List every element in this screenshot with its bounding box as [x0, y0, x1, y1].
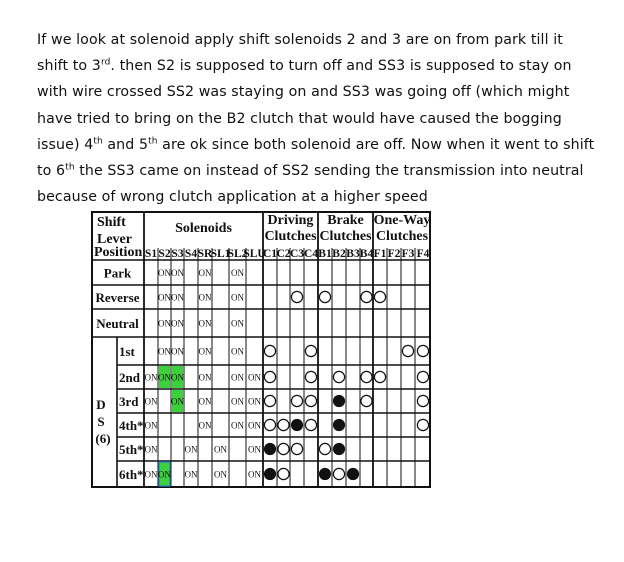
on-indicator: ON: [198, 318, 212, 329]
column-header-s2: S2: [158, 248, 171, 260]
paragraph-text-4: are ok since both solenoid are off. Now when it went to shift to 6: [37, 136, 595, 180]
open-circle: [417, 345, 428, 356]
superscript-th-5: th: [148, 136, 158, 147]
open-circle: [278, 468, 289, 479]
filled-circle: [264, 468, 275, 479]
open-circle: [319, 291, 330, 302]
row-label-neutral: Neutral: [96, 316, 139, 331]
on-indicator: ON: [158, 469, 171, 480]
row-label-5th: 5th*: [119, 442, 144, 457]
open-circle: [361, 291, 372, 302]
column-header-c4: C4: [303, 248, 319, 260]
paragraph-text-2: . then S2 is supposed to turn off and SS3 is supposed to stay on with wire crossed SS2 was staying on and SS3 was going off (which might have tried to bring on the B2 clutch that would have caused the bogging issue) 4: [37, 58, 572, 153]
open-circle: [417, 371, 428, 382]
on-indicator: ON: [198, 346, 212, 357]
column-header-sl1: SL1: [210, 248, 231, 260]
open-circle: [278, 443, 289, 454]
superscript-th-4: th: [93, 136, 103, 147]
on-indicator: ON: [171, 268, 184, 278]
on-indicator: ON: [198, 372, 212, 383]
open-circle: [264, 395, 275, 406]
filled-circle: [333, 443, 344, 454]
filled-circle: [333, 419, 344, 430]
row-label-4th: 4th*: [119, 418, 144, 433]
header-oneway-clutches: Clutches: [375, 229, 429, 244]
filled-circle: [347, 468, 358, 479]
on-indicator: ON: [158, 318, 171, 329]
open-circle: [278, 419, 289, 430]
column-header-c1: C1: [262, 248, 278, 260]
column-header-f1: F1: [373, 248, 387, 260]
on-indicator: ON: [248, 396, 261, 407]
superscript-rd: rd: [100, 57, 111, 68]
column-header-sl2: SL2: [227, 248, 248, 260]
column-header-f4: F4: [416, 248, 430, 260]
open-circle: [264, 371, 275, 382]
row-label-park: Park: [103, 265, 132, 281]
d-label: D: [96, 397, 106, 412]
on-indicator: ON: [248, 420, 261, 431]
header-brake-clutches: Clutches: [319, 229, 372, 244]
on-indicator: ON: [184, 469, 198, 480]
open-circle: [417, 419, 428, 430]
header-solenoids: Solenoids: [175, 221, 232, 236]
paragraph-text-1: If we look at solenoid apply shift solenoids 2 and 3 are on from park till it shift to 3: [37, 32, 563, 75]
filled-circle: [319, 468, 330, 479]
open-circle: [374, 371, 385, 382]
open-circle: [417, 395, 428, 406]
header-driving-clutches: Clutches: [264, 229, 317, 244]
column-header-slu: SLU: [243, 248, 266, 260]
header-brake: Brake: [327, 213, 364, 228]
on-indicator: ON: [171, 346, 184, 357]
on-indicator: ON: [158, 268, 171, 278]
on-indicator: ON: [144, 469, 158, 480]
column-header-s3: S3: [171, 248, 184, 260]
explanation-paragraph: [37, 27, 597, 210]
on-indicator: ON: [171, 318, 184, 329]
on-indicator: ON: [248, 469, 261, 480]
open-circle: [291, 443, 302, 454]
header-oneway: One-Way: [373, 213, 431, 228]
on-indicator: ON: [231, 396, 244, 407]
six-label: (6): [95, 431, 111, 446]
on-indicator: ON: [231, 318, 244, 329]
on-indicator: ON: [158, 372, 171, 383]
row-label-6th: 6th*: [119, 467, 144, 482]
column-header-b3: B3: [346, 248, 360, 260]
on-indicator: ON: [171, 396, 184, 407]
row-label-2nd: 2nd: [119, 370, 140, 385]
on-indicator: ON: [214, 444, 227, 455]
column-header-b1: B1: [318, 248, 332, 260]
on-indicator: ON: [158, 346, 171, 357]
open-circle: [361, 371, 372, 382]
on-indicator: ON: [231, 372, 244, 383]
on-indicator: ON: [231, 292, 244, 303]
on-indicator: ON: [144, 396, 158, 407]
open-circle: [305, 419, 316, 430]
header-position: Position: [94, 245, 143, 260]
column-header-sr: SR: [197, 248, 213, 260]
on-indicator: ON: [198, 268, 212, 278]
on-indicator: ON: [144, 420, 158, 431]
open-circle: [264, 419, 275, 430]
column-header-b4: B4: [359, 248, 374, 260]
open-circle: [361, 395, 372, 406]
open-circle: [291, 395, 302, 406]
column-header-s1: S1: [144, 248, 158, 260]
column-header-f2: F2: [387, 248, 401, 260]
column-header-c3: C3: [289, 248, 305, 260]
on-indicator: ON: [184, 444, 198, 455]
on-indicator: ON: [171, 372, 184, 383]
on-indicator: ON: [158, 292, 171, 303]
header-lever: Lever: [97, 232, 132, 247]
open-circle: [402, 345, 413, 356]
on-indicator: ON: [198, 292, 212, 303]
open-circle: [305, 395, 316, 406]
s-label: S: [97, 414, 105, 429]
header-driving: Driving: [267, 213, 314, 228]
header-shift: Shift: [97, 215, 126, 230]
row-label-3rd: 3rd: [119, 394, 139, 409]
column-header-f3: F3: [401, 248, 415, 260]
on-indicator: ON: [198, 420, 212, 431]
row-label-reverse: Reverse: [95, 290, 140, 305]
open-circle: [333, 468, 344, 479]
on-indicator: ON: [248, 444, 261, 455]
filled-circle: [291, 419, 302, 430]
on-indicator: ON: [214, 469, 227, 480]
open-circle: [305, 371, 316, 382]
on-indicator: ON: [231, 268, 244, 278]
on-indicator: ON: [248, 372, 261, 383]
paragraph-text-5: the SS3 came on instead of SS2 sending the transmission into neutral because of wrong clutch application at a higher speed: [37, 163, 584, 206]
on-indicator: ON: [231, 420, 244, 431]
paragraph-text-3: and 5: [102, 136, 149, 153]
open-circle: [305, 345, 316, 356]
on-indicator: ON: [231, 346, 244, 357]
open-circle: [333, 371, 344, 382]
column-header-c2: C2: [276, 248, 291, 260]
open-circle: [319, 443, 330, 454]
on-indicator: ON: [198, 396, 212, 407]
row-label-1st: 1st: [119, 344, 135, 359]
on-indicator: ON: [144, 372, 158, 383]
column-header-s4: S4: [184, 248, 198, 260]
filled-circle: [333, 395, 344, 406]
column-header-b2: B2: [332, 248, 346, 260]
solenoid-application-chart: [91, 210, 523, 510]
superscript-th-6: th: [65, 162, 75, 173]
open-circle: [291, 291, 302, 302]
on-indicator: ON: [171, 292, 184, 303]
on-indicator: ON: [144, 444, 158, 455]
open-circle: [374, 291, 385, 302]
open-circle: [264, 345, 275, 356]
filled-circle: [264, 443, 275, 454]
